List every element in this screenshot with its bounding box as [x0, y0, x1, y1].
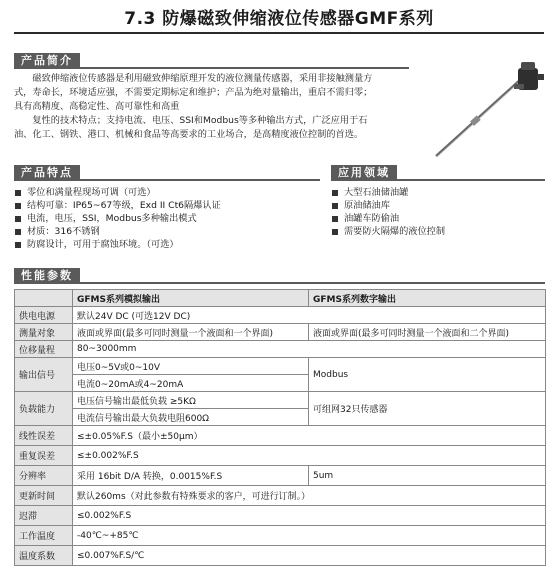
section-specs-rule — [14, 282, 545, 284]
list-item: 电流，电压，SSI，Modbus多种输出模式 — [14, 212, 314, 225]
section-applications-tag: 应用领域 — [331, 165, 397, 181]
list-item: 零位和满量程现场可调（可选） — [14, 186, 314, 199]
row-label: 测量对象 — [15, 324, 73, 341]
table-row — [15, 426, 546, 446]
row-label: 更新时间 — [15, 486, 73, 506]
cell-value: ≤±0.002%F.S — [73, 446, 546, 466]
cell-value: 电压信号输出最低负载 ≥5KΩ — [73, 392, 309, 409]
bullet-square-icon — [15, 190, 21, 196]
section-features-rule — [14, 179, 320, 181]
intro-text — [14, 72, 409, 142]
section-intro-tag: 产品简介 — [14, 53, 80, 69]
cell-value: 液面或界面(最多可同时测量一个液面和一个界面) — [73, 324, 309, 341]
intro-line-5: 油、化工、钢铁、港口、机械和食品等高要求的工业场合，是高精度液位控制的首选。 — [14, 129, 364, 140]
table-row — [15, 466, 546, 486]
applications-list — [331, 186, 551, 238]
cell-value: 5um — [309, 466, 546, 486]
cell-value: 电流信号输出最大负载电阻600Ω — [73, 409, 309, 426]
table-row — [15, 358, 546, 375]
features-list — [14, 186, 314, 251]
list-item: 材质：316不锈钢 — [14, 225, 314, 238]
spec-table — [14, 289, 546, 566]
row-label: 供电电源 — [15, 307, 73, 324]
table-row — [15, 324, 546, 341]
section-features-header — [14, 165, 320, 181]
table-row — [15, 307, 546, 324]
bullet-square-icon — [332, 190, 338, 196]
bullet-square-icon — [332, 203, 338, 209]
bullet-square-icon — [15, 216, 21, 222]
cell-value: 80~3000mm — [73, 341, 546, 358]
list-item: 油罐车防偷油 — [331, 212, 551, 225]
table-row — [15, 341, 546, 358]
cell-value: 默认260ms（对此参数有特殊要求的客户，可进行订制。） — [73, 486, 546, 506]
bullet-square-icon — [15, 242, 21, 248]
section-applications-header — [331, 165, 545, 181]
list-item: 结构可靠：IP65~67等级，Exd II Ct6隔爆认证 — [14, 199, 314, 212]
table-header-row — [15, 290, 546, 307]
list-item: 大型石油储油罐 — [331, 186, 551, 199]
cell-value: 可组网32只传感器 — [309, 392, 546, 426]
row-label: 输出信号 — [15, 358, 73, 392]
bullet-square-icon — [332, 229, 338, 235]
list-item: 防腐设计，可用于腐蚀环境。（可选） — [14, 238, 314, 251]
cell-value: 液面或界面(最多可同时测量一个液面和二个界面) — [309, 324, 546, 341]
table-row — [15, 446, 546, 466]
cell-value: 默认24V DC (可选12V DC) — [73, 307, 546, 324]
sensor-product-image — [418, 54, 548, 162]
intro-line-1: 磁致伸缩液位传感器是利用磁致伸缩原理开发的液位测量传感器，采用非接触测量方 — [32, 73, 373, 84]
list-item: 原油储油库 — [331, 199, 551, 212]
sensor-rod — [436, 78, 523, 157]
cell-value: ≤0.007%F.S/℃ — [73, 546, 546, 566]
table-header-blank — [15, 290, 73, 307]
intro-line-4: 复性的技术特点；支持电流、电压、SSI和Modbus等多种输出方式，广泛应用于石 — [32, 115, 368, 126]
table-row — [15, 506, 546, 526]
bullet-square-icon — [15, 203, 21, 209]
section-features-tag: 产品特点 — [14, 165, 80, 181]
table-header-digital: GFMS系列数字输出 — [309, 290, 546, 307]
cell-value: 电流0~20mA或4~20mA — [73, 375, 309, 392]
row-label: 位移量程 — [15, 341, 73, 358]
page-title: 7.3 防爆磁致伸缩液位传感器GMF系列 — [124, 9, 434, 29]
table-header-analog: GFMS系列模拟输出 — [73, 290, 309, 307]
section-specs-header — [14, 268, 545, 284]
table-row — [15, 392, 546, 409]
cell-value: 采用 16bit D/A 转换，0.0015%F.S — [73, 466, 309, 486]
sensor-head — [514, 62, 544, 90]
intro-line-3: 具有高精度、高稳定性、高可靠性和高重 — [14, 101, 180, 112]
row-label: 线性误差 — [15, 426, 73, 446]
cell-value: -40℃~+85℃ — [73, 526, 546, 546]
table-row — [15, 526, 546, 546]
table-row — [15, 486, 546, 506]
list-item: 需要防火隔爆的液位控制 — [331, 225, 551, 238]
cell-value: Modbus — [309, 358, 546, 392]
cell-value: ≤0.002%F.S — [73, 506, 546, 526]
section-specs-tag: 性能参数 — [14, 268, 80, 284]
row-label: 负载能力 — [15, 392, 73, 426]
section-intro-header — [14, 53, 409, 69]
cell-value: 电压0~5V或0~10V — [73, 358, 309, 375]
row-label: 迟滞 — [15, 506, 73, 526]
bullet-square-icon — [15, 229, 21, 235]
cell-value: ≤±0.05%F.S（最小±50μm） — [73, 426, 546, 446]
title-divider — [14, 32, 544, 34]
row-label: 温度系数 — [15, 546, 73, 566]
row-label: 分辨率 — [15, 466, 73, 486]
section-intro-rule — [14, 67, 409, 69]
bullet-square-icon — [332, 216, 338, 222]
section-applications-rule — [331, 179, 545, 181]
row-label: 工作温度 — [15, 526, 73, 546]
intro-line-2: 式，寿命长，环境适应强，不需要定期标定和维护；产品为绝对量输出，重启不需归零； — [14, 87, 373, 98]
row-label: 重复误差 — [15, 446, 73, 466]
table-row — [15, 546, 546, 566]
